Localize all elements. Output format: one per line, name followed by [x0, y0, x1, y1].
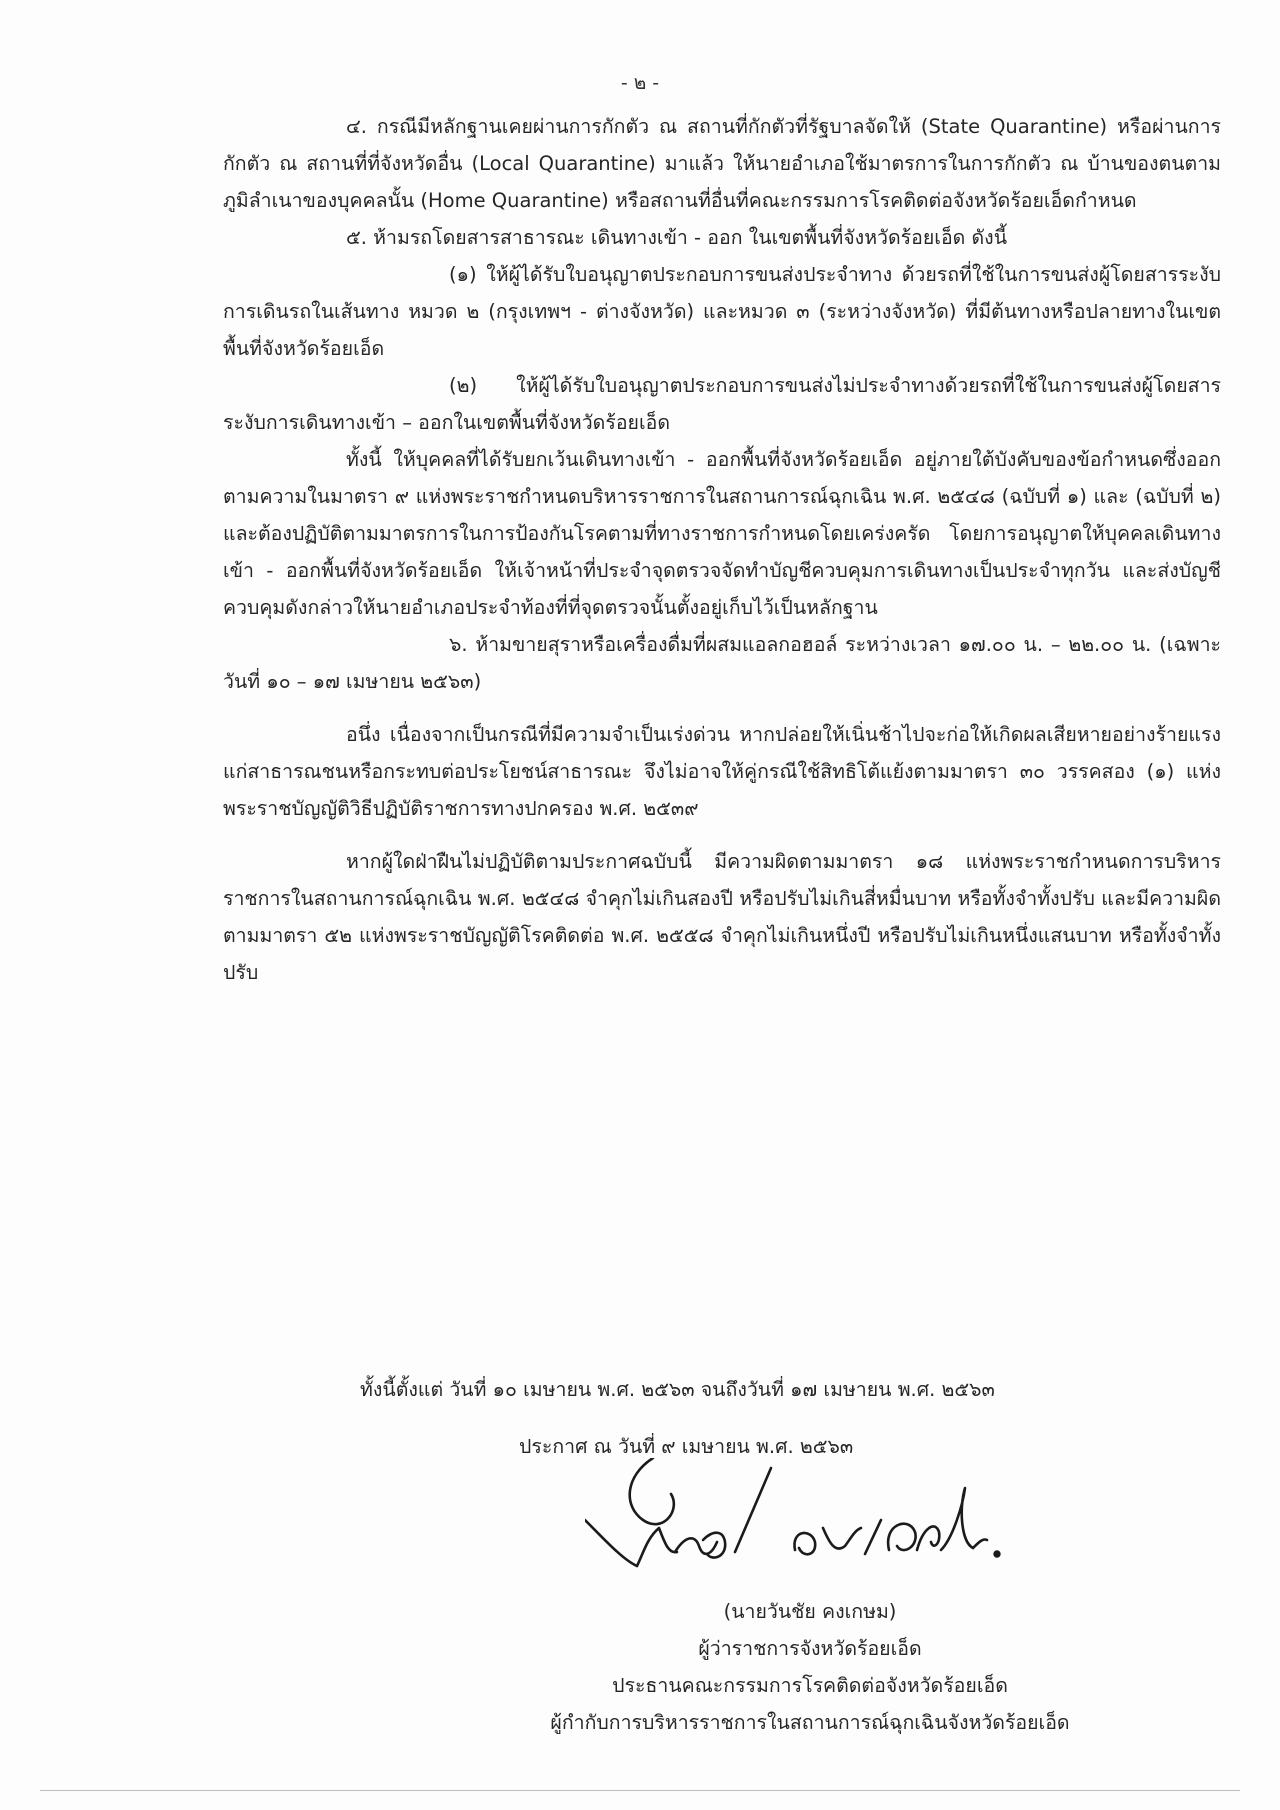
clause-5-note: ทั้งนี้ ให้บุคคลที่ได้รับยกเว้นเดินทางเข้า - ออกพื้นที่จังหวัดร้อยเอ็ด อยู่ภายใต้บังคับของข้อกำหนดซึ่งออกตามความในมาตรา ๙ แห่งพระราชกำหนดบริหารราชการในสถานการณ์ฉุกเฉิน พ.ศ. ๒๕๔๘ (ฉบับที่ ๑) และ (ฉบับที่ ๒) และต้องปฏิบัติตามมาตรการในการป้องกันโรคตามที่ทางราชการกำหนดโดยเคร่งครัด โดยการอนุญาตให้บุคคลเดินทางเข้า - ออกพื้นที่จังหวัดร้อยเอ็ด ให้เจ้าหน้าที่ประจำจุดตรวจจัดทำบัญชีควบคุมการเดินทางเป็นประจำทุกวัน และส่งบัญชีควบคุมดังกล่าวให้นายอำเภอประจำท้องที่ที่จุดตรวจนั้นตั้งอยู่เก็บไว้เป็นหลักฐาน	[223, 448, 1221, 619]
clause-5-2: (๒) ให้ผู้ได้รับใบอนุญาตประกอบการขนส่งไม่ประจำทางด้วยรถที่ใช้ในการขนส่งผู้โดยสารระงับการเดินทางเข้า – ออกในเขตพื้นที่จังหวัดร้อยเอ็ด	[223, 374, 1221, 434]
page-bottom-rule	[40, 1790, 1240, 1791]
announcement-date: ประกาศ ณ วันที่ ๙ เมษายน พ.ศ. ๒๕๖๓	[519, 1435, 854, 1458]
penalty-paragraph: หากผู้ใดฝ่าฝืนไม่ปฏิบัติตามประกาศฉบับนี้ มีความผิดตามมาตรา ๑๘ แห่งพระราชกำหนดการบริหารราชการในสถานการณ์ฉุกเฉิน พ.ศ. ๒๕๔๘ จำคุกไม่เกินสองปี หรือปรับไม่เกินสี่หมื่นบาท หรือทั้งจำทั้งปรับ และมีความผิดตามมาตรา ๕๒ แห่งพระราชบัญญัติโรคติดต่อ พ.ศ. ๒๕๕๘ จำคุกไม่เกินหนึ่งปี หรือปรับไม่เกินหนึ่งแสนบาท หรือทั้งจำทั้งปรับ	[223, 850, 1221, 984]
signatory-block	[430, 1593, 1190, 1741]
signatory-position-emergency-director: ผู้กำกับการบริหารราชการในสถานการณ์ฉุกเฉินจังหวัดร้อยเอ็ด	[550, 1711, 1070, 1734]
clause-6: ๖. ห้ามขายสุราหรือเครื่องดื่มที่ผสมแอลกอฮอล์ ระหว่างเวลา ๑๗.๐๐ น. – ๒๒.๐๐ น. (เฉพาะวันที่ ๑๐ – ๑๗ เมษายน ๒๕๖๓)	[223, 633, 1221, 693]
handwritten-signature	[585, 1458, 1025, 1578]
clause-4: ๔. กรณีมีหลักฐานเคยผ่านการกักตัว ณ สถานที่กักตัวที่รัฐบาลจัดให้ (State Quarantine) หรือผ่านการกักตัว ณ สถานที่ที่จังหวัดอื่น (Local Quarantine) มาแล้ว ให้นายอำเภอใช้มาตรการในการกักตัว ณ บ้านของตนตามภูมิลำเนาของบุคคลนั้น (Home Quarantine) หรือสถานที่อื่นที่คณะกรรมการโรคติดต่อจังหวัดร้อยเอ็ดกำหนด	[223, 115, 1221, 212]
effective-period: ทั้งนี้ตั้งแต่ วันที่ ๑๐ เมษายน พ.ศ. ๒๕๖๓ จนถึงวันที่ ๑๗ เมษายน พ.ศ. ๒๕๖๓	[360, 1378, 995, 1401]
clause-5: ๕. ห้ามรถโดยสารสาธารณะ เดินทางเข้า - ออก ในเขตพื้นที่จังหวัดร้อยเอ็ด ดังนี้	[346, 226, 1008, 249]
clause-5-1: (๑) ให้ผู้ได้รับใบอนุญาตประกอบการขนส่งประจำทาง ด้วยรถที่ใช้ในการขนส่งผู้โดยสารระงับการเดินรถในเส้นทาง หมวด ๒ (กรุงเทพฯ - ต่างจังหวัด) และหมวด ๓ (ระหว่างจังหวัด) ที่มีต้นทางหรือปลายทางในเขตพื้นที่จังหวัดร้อยเอ็ด	[223, 263, 1221, 360]
signatory-position-committee-chair: ประธานคณะกรรมการโรคติดต่อจังหวัดร้อยเอ็ด	[612, 1674, 1008, 1697]
signatory-name: (นายวันชัย คงเกษม)	[723, 1600, 897, 1623]
signatory-position-governor: ผู้ว่าราชการจังหวัดร้อยเอ็ด	[698, 1637, 922, 1660]
page-number: - ๒ -	[620, 72, 660, 94]
document-body	[223, 108, 1221, 991]
urgency-paragraph: อนึ่ง เนื่องจากเป็นกรณีที่มีความจำเป็นเร่งด่วน หากปล่อยให้เนิ่นช้าไปจะก่อให้เกิดผลเสียหายอย่างร้ายแรงแก่สาธารณชนหรือกระทบต่อประโยชน์สาธารณะ จึงไม่อาจให้คู่กรณีใช้สิทธิโต้แย้งตามมาตรา ๓๐ วรรคสอง (๑) แห่งพระราชบัญญัติวิธีปฏิบัติราชการทางปกครอง พ.ศ. ๒๕๓๙	[223, 723, 1221, 820]
